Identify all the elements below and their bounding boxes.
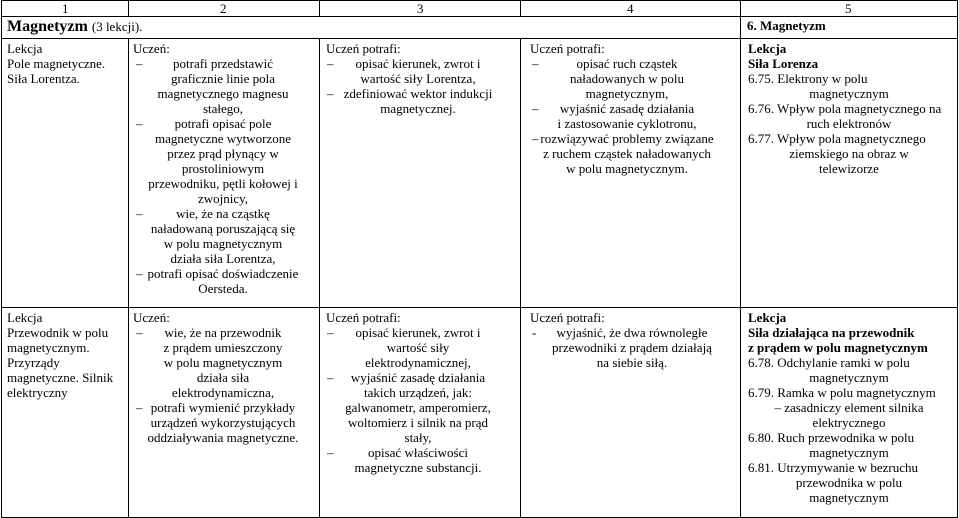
column-number: 1 — [62, 1, 69, 16]
cell-line: galwanometr, amperomierz, — [345, 400, 491, 415]
cell-line: potrafi opisać pole — [174, 116, 272, 131]
cell-line: Przewodnik w polu — [7, 325, 109, 340]
lesson-label: Lekcja — [7, 41, 43, 56]
cell-line: potrafi przedstawić — [173, 56, 273, 71]
cell-line: 6.79. Ramka w polu magnetycznym — [748, 385, 936, 400]
table-border-top — [1, 0, 958, 1]
cell-line: elektrodynamiczna, — [171, 385, 275, 400]
cell-line: potrafi opisać doświadczenie — [147, 266, 299, 281]
cell-line: – zasadniczy element silnika — [774, 400, 924, 415]
cell-line: magnetycznym — [809, 445, 889, 460]
table-rule — [1, 16, 958, 17]
list-bullet: – — [136, 116, 143, 131]
cell-line: wyjaśnić zasadę działania — [350, 370, 486, 385]
table-rule — [1, 307, 958, 308]
lesson-title: Siła Lorenza — [748, 56, 819, 71]
cell-line: działa siła — [196, 370, 250, 385]
section-title: 6. Magnetyzm — [747, 18, 826, 33]
list-marker: - — [532, 325, 537, 340]
cell-line: 6.78. Odchylanie ramki w polu — [748, 355, 910, 370]
cell-line: przewodnika w polu — [795, 475, 903, 490]
list-bullet: – — [136, 400, 143, 415]
list-bullet: – — [136, 325, 143, 340]
cell-line: ruch elektronów — [806, 116, 892, 131]
lesson-label: Lekcja — [748, 310, 787, 325]
table-rule — [740, 0, 741, 518]
list-bullet: – — [136, 266, 143, 281]
cell-line: 6.75. Elektrony w polu — [748, 71, 868, 86]
list-bullet: – — [327, 445, 334, 460]
cell-line: oddziaływania magnetyczne. — [147, 430, 299, 445]
list-bullet: – — [327, 56, 334, 71]
column-number: 2 — [220, 1, 227, 16]
cell-line: magnetyczne substancji. — [354, 460, 482, 475]
table-rule — [128, 0, 129, 17]
cell-line: wie, że na cząstkę — [176, 206, 270, 221]
cell-line: opisać kierunek, zwrot i — [355, 56, 481, 71]
cell-line: magnetycznym — [809, 490, 889, 505]
cell-line: urządzeń wykorzystujących — [150, 415, 296, 430]
table-border-right — [957, 0, 958, 518]
lesson-title: Siła działająca na przewodnik — [748, 325, 915, 340]
cell-line: magnetycznej. — [380, 101, 456, 116]
cell-line: działa siła Lorentza, — [170, 251, 276, 266]
lesson-label: Lekcja — [748, 41, 787, 56]
cell-line: 6.77. Wpływ pola magnetycznego — [748, 131, 926, 146]
cell-line: graficznie linie pola — [171, 71, 275, 86]
list-bullet: – — [136, 206, 143, 221]
cell-line: magnetycznym — [809, 370, 889, 385]
cell-line: stały, — [404, 430, 432, 445]
cell-line: i zastosowanie cyklotronu, — [557, 116, 697, 131]
list-bullet: – — [136, 56, 143, 71]
cell-line: woltomierz i silnik na prąd — [347, 415, 489, 430]
cell-line: przez prąd płynący w — [167, 146, 279, 161]
page-title: Magnetyzm (3 lekcji). — [7, 18, 143, 35]
lesson-label: Lekcja — [7, 310, 43, 325]
cell-line: rozwiązywać problemy związane — [540, 131, 714, 146]
cell-line: wyjaśnić zasadę działania — [559, 101, 695, 116]
cell-line: magnetycznym. — [7, 340, 90, 355]
cell-line: magnetyczne wytworzone — [154, 131, 292, 146]
cell-line: wyjaśnić, że dwa równoległe — [556, 325, 708, 340]
cell-line: magnetyczne. Silnik — [7, 370, 114, 385]
cell-line: stałego, — [202, 101, 244, 116]
cell-line: magnetycznym, — [585, 86, 669, 101]
table-border-left — [1, 0, 2, 518]
cell-line: Przyrządy — [7, 355, 60, 370]
cell-line: ziemskiego na obraz w — [789, 146, 909, 161]
cell-line: elektrycznego — [812, 415, 886, 430]
student-can-label: Uczeń potrafi: — [326, 310, 401, 325]
cell-line: prostoliniowym — [181, 161, 265, 176]
cell-line: magnetycznym — [809, 86, 889, 101]
cell-line: telewizorze — [819, 161, 879, 176]
cell-line: 6.81. Utrzymywanie w bezruchu — [748, 460, 919, 475]
list-bullet: – — [327, 325, 334, 340]
cell-line: potrafi wymienić przykłady — [150, 400, 296, 415]
student-can-label: Uczeń potrafi: — [326, 41, 401, 56]
cell-line: w polu magnetycznym — [163, 355, 283, 370]
cell-line: na siebie siłą. — [596, 355, 668, 370]
lesson-title: z prądem w polu magnetycznym — [748, 340, 928, 355]
cell-line: opisać kierunek, zwrot i — [355, 325, 481, 340]
cell-line: magnetycznego magnesu — [157, 86, 289, 101]
cell-line: opisać właściwości — [367, 445, 468, 460]
cell-line: przewodniki z prądem działają — [552, 340, 712, 355]
list-bullet: – — [532, 56, 539, 71]
cell-line: zdefiniować wektor indukcji — [343, 86, 493, 101]
column-number: 5 — [845, 1, 852, 16]
table-rule — [520, 0, 521, 17]
cell-line: z ruchem cząstek naładowanych — [543, 146, 711, 161]
cell-line: elektryczny — [7, 385, 68, 400]
student-label: Uczeń: — [133, 41, 170, 56]
column-number: 4 — [627, 1, 634, 16]
cell-line: 6.80. Ruch przewodnika w polu — [748, 430, 915, 445]
cell-line: zwojnicy, — [197, 191, 249, 206]
table-rule — [319, 0, 320, 17]
cell-line: Pole magnetyczne. — [7, 56, 106, 71]
cell-line: naładowaną poruszającą się — [150, 221, 296, 236]
column-number: 3 — [417, 1, 424, 16]
cell-line: takich urządzeń, jak: — [364, 385, 472, 400]
cell-line: opisać ruch cząstek — [576, 56, 678, 71]
cell-line: w polu magnetycznym. — [566, 161, 688, 176]
cell-line: wartość siły — [386, 340, 450, 355]
table-rule — [520, 38, 521, 518]
cell-line: wartość siły Lorentza, — [360, 71, 476, 86]
student-can-label: Uczeń potrafi: — [530, 41, 605, 56]
cell-line: Oersteda. — [198, 281, 248, 296]
cell-line: w polu magnetycznym — [163, 236, 283, 251]
cell-line: elektrodynamicznej, — [365, 355, 471, 370]
student-label: Uczeń: — [133, 310, 170, 325]
table-rule — [1, 38, 958, 39]
list-bullet: – — [327, 86, 334, 101]
student-can-label: Uczeń potrafi: — [530, 310, 605, 325]
cell-line: z prądem umieszczony — [163, 340, 283, 355]
cell-line: naładowanych w polu — [569, 71, 685, 86]
list-bullet: – — [532, 131, 539, 146]
cell-line: przewodniku, pętli kołowej i — [148, 176, 298, 191]
cell-line: wie, że na przewodnik — [164, 325, 282, 340]
list-bullet: – — [327, 370, 334, 385]
list-bullet: – — [532, 101, 539, 116]
cell-line: 6.76. Wpływ pola magnetycznego na — [748, 101, 942, 116]
cell-line: Siła Lorentza. — [7, 71, 80, 86]
